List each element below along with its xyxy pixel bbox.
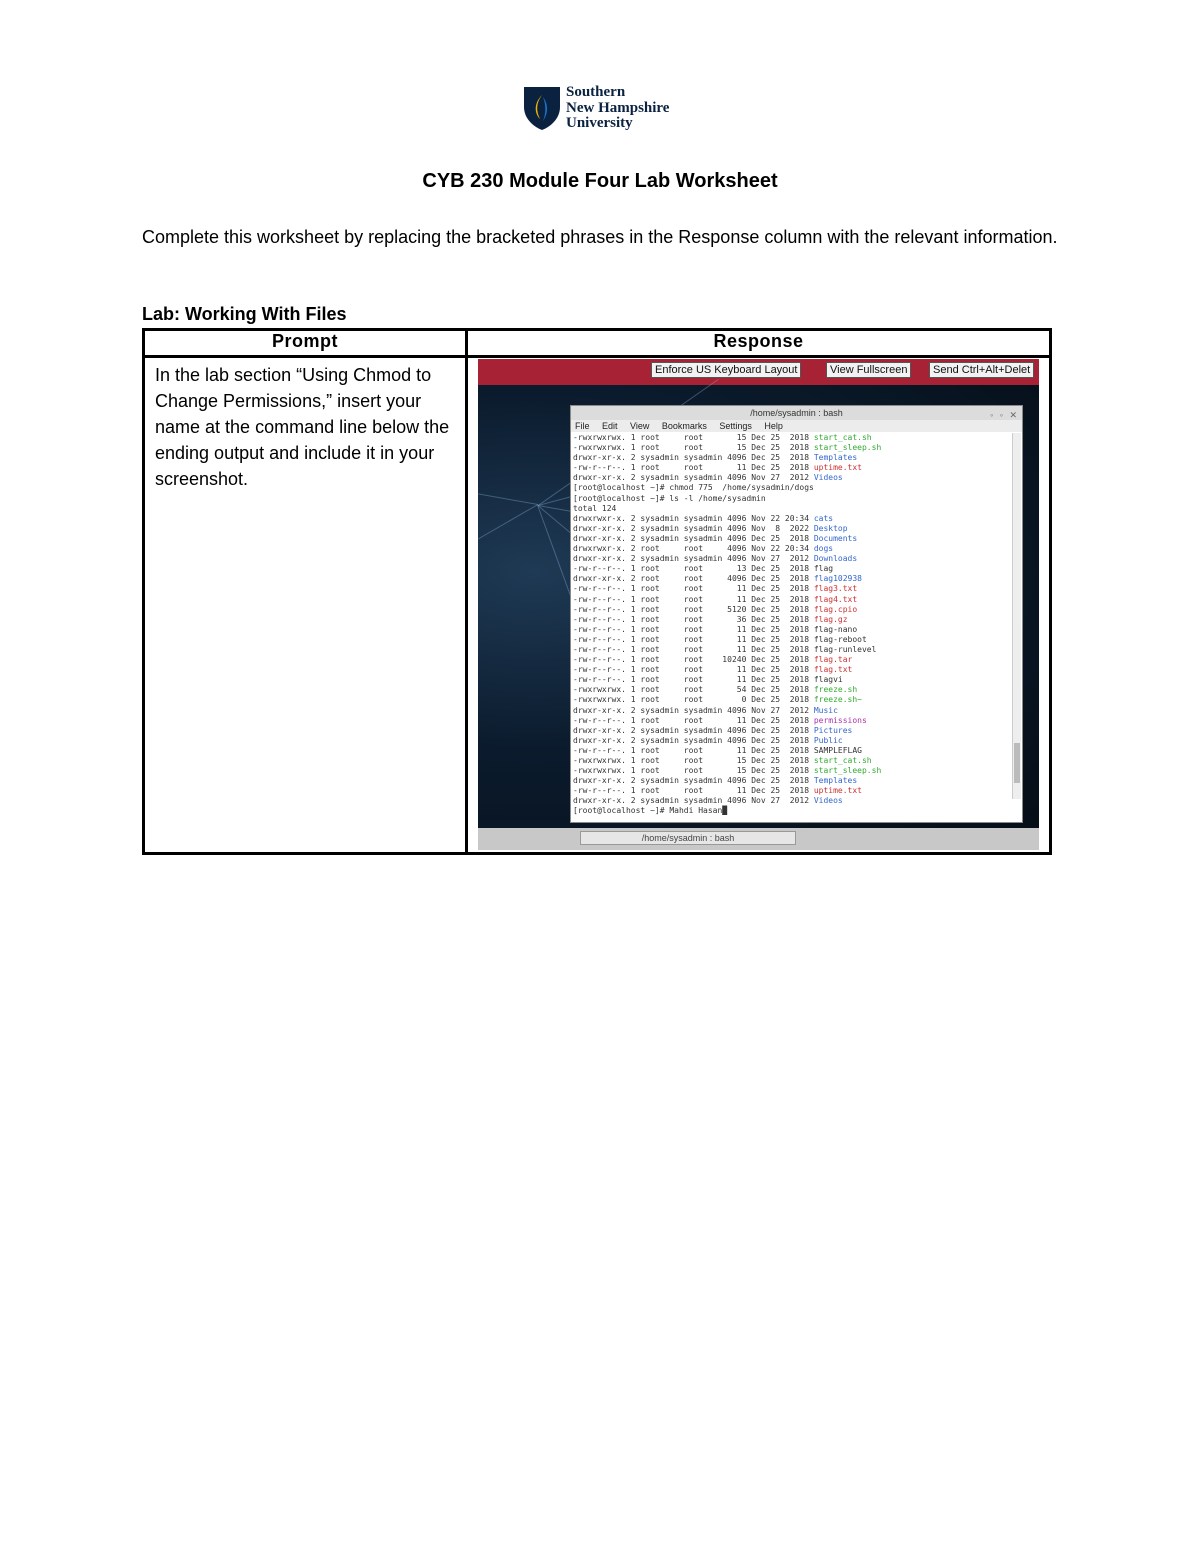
- snhu-logo: [522, 85, 692, 135]
- terminal-line: [root@localhost ~]# Mahdi Hasan█: [573, 806, 728, 816]
- taskbar: [478, 828, 1039, 850]
- terminal-line: drwxr-xr-x. 2 sysadmin sysadmin 4096 Nov 27 2012 Videos: [573, 796, 843, 806]
- terminal-line: -rwxrwxrwx. 1 root root 54 Dec 25 2018 freeze.sh: [573, 685, 858, 695]
- logo-line-2: New Hampshire: [566, 99, 670, 116]
- terminal-output[interactable]: [573, 433, 1012, 817]
- view-fullscreen-button[interactable]: View Fullscreen: [826, 362, 911, 378]
- terminal-line: -rw-r--r--. 1 root root 13 Dec 25 2018 flag: [573, 564, 834, 574]
- logo-wordmark: [566, 85, 669, 132]
- terminal-line: -rw-r--r--. 1 root root 11 Dec 25 2018 flag-nano: [573, 624, 858, 634]
- terminal-window: [570, 405, 1023, 823]
- terminal-line: [root@localhost ~]# ls -l /home/sysadmin: [573, 493, 766, 503]
- terminal-line: [root@localhost ~]# chmod 775 /home/sysadmin/dogs: [573, 483, 814, 493]
- terminal-line: drwxrwxr-x. 2 root root 4096 Nov 22 20:34 dogs: [573, 544, 834, 554]
- terminal-line: total 124: [573, 503, 617, 513]
- response-header: Response: [467, 330, 1051, 357]
- terminal-line: -rwxrwxrwx. 1 root root 15 Dec 25 2018 start_sleep.sh: [573, 443, 882, 453]
- terminal-title: /home/sysadmin : bash: [750, 408, 843, 418]
- terminal-line: -rw-r--r--. 1 root root 36 Dec 25 2018 flag.gz: [573, 614, 848, 624]
- terminal-line: drwxr-xr-x. 2 sysadmin sysadmin 4096 Dec 25 2018 Pictures: [573, 725, 853, 735]
- terminal-line: -rw-r--r--. 1 root root 11 Dec 25 2018 uptime.txt: [573, 463, 862, 473]
- terminal-line: -rwxrwxrwx. 1 root root 0 Dec 25 2018 freeze.sh~: [573, 695, 862, 705]
- enforce-keyboard-button[interactable]: Enforce US Keyboard Layout: [651, 362, 801, 378]
- terminal-screenshot: [478, 359, 1039, 850]
- taskbar-terminal-item[interactable]: /home/sysadmin : bash: [580, 831, 796, 845]
- prompt-cell: In the lab section “Using Chmod to Change Permissions,” insert your name at the command line below the ending output and include it in your screenshot.: [144, 357, 467, 854]
- terminal-line: drwxr-xr-x. 2 sysadmin sysadmin 4096 Dec 25 2018 Documents: [573, 533, 858, 543]
- prompt-header: Prompt: [144, 330, 467, 357]
- logo-line-1: Southern: [566, 84, 626, 100]
- terminal-line: drwxr-xr-x. 2 sysadmin sysadmin 4096 Dec 25 2018 Public: [573, 735, 843, 745]
- terminal-line: -rwxrwxrwx. 1 root root 15 Dec 25 2018 start_cat.sh: [573, 756, 872, 765]
- worksheet-title: CYB 230 Module Four Lab Worksheet: [422, 170, 778, 192]
- terminal-line: -rwxrwxrwx. 1 root root 15 Dec 25 2018 start_sleep.sh: [573, 766, 882, 776]
- terminal-line: -rw-r--r--. 1 root root 11 Dec 25 2018 uptime.txt: [573, 786, 862, 796]
- terminal-line: drwxr-xr-x. 2 sysadmin sysadmin 4096 Dec 25 2018 Templates: [573, 453, 858, 463]
- vm-toolbar: [478, 359, 1039, 385]
- terminal-scrollbar[interactable]: [1012, 433, 1021, 799]
- terminal-line: -rw-r--r--. 1 root root 11 Dec 25 2018 flag3.txt: [573, 584, 858, 594]
- snhu-shield-icon: [522, 85, 562, 131]
- logo-line-3: University: [566, 115, 633, 131]
- terminal-line: -rw-r--r--. 1 root root 11 Dec 25 2018 flag.txt: [573, 665, 853, 675]
- terminal-line: -rw-r--r--. 1 root root 11 Dec 25 2018 flag-reboot: [573, 634, 867, 644]
- window-controls-icon[interactable]: ◦ ◦ ✕: [990, 410, 1019, 420]
- terminal-line: -rwxrwxrwx. 1 root root 15 Dec 25 2018 start_cat.sh: [573, 433, 872, 442]
- terminal-line: -rw-r--r--. 1 root root 5120 Dec 25 2018 flag.cpio: [573, 604, 858, 614]
- table-header-row: [144, 330, 1051, 357]
- lab-title: Lab: Working With Files: [142, 304, 347, 324]
- terminal-line: drwxr-xr-x. 2 root root 4096 Dec 25 2018 flag102938: [573, 574, 862, 584]
- terminal-line: -rw-r--r--. 1 root root 10240 Dec 25 2018 flag.tar: [573, 655, 853, 665]
- terminal-line: -rw-r--r--. 1 root root 11 Dec 25 2018 flag-runlevel: [573, 644, 877, 654]
- worksheet-table: [142, 328, 1052, 855]
- response-cell: [467, 357, 1051, 854]
- terminal-line: drwxr-xr-x. 2 sysadmin sysadmin 4096 Nov 27 2012 Music: [573, 705, 838, 715]
- terminal-line: drwxr-xr-x. 2 sysadmin sysadmin 4096 Nov 27 2012 Videos: [573, 473, 843, 483]
- send-ctrl-alt-del-button[interactable]: Send Ctrl+Alt+Delet: [929, 362, 1034, 378]
- worksheet-intro: Complete this worksheet by replacing the bracketed phrases in the Response column with the relevant information.: [142, 227, 1058, 247]
- terminal-menubar[interactable]: File Edit View Bookmarks Settings Help: [571, 420, 1022, 432]
- terminal-line: drwxr-xr-x. 2 sysadmin sysadmin 4096 Nov 27 2012 Downloads: [573, 554, 858, 564]
- terminal-line: drwxr-xr-x. 2 sysadmin sysadmin 4096 Nov 8 2022 Desktop: [573, 523, 848, 533]
- terminal-titlebar: [571, 406, 1022, 420]
- terminal-line: -rw-r--r--. 1 root root 11 Dec 25 2018 permissions: [573, 715, 867, 725]
- terminal-line: drwxr-xr-x. 2 sysadmin sysadmin 4096 Dec 25 2018 Templates: [573, 776, 858, 786]
- terminal-line: -rw-r--r--. 1 root root 11 Dec 25 2018 flag4.txt: [573, 594, 858, 604]
- terminal-line: -rw-r--r--. 1 root root 11 Dec 25 2018 SAMPLEFLAG: [573, 745, 862, 755]
- table-row: [144, 357, 1051, 854]
- terminal-line: drwxrwxr-x. 2 sysadmin sysadmin 4096 Nov 22 20:34 cats: [573, 513, 834, 523]
- terminal-line: -rw-r--r--. 1 root root 11 Dec 25 2018 flagvi: [573, 675, 843, 685]
